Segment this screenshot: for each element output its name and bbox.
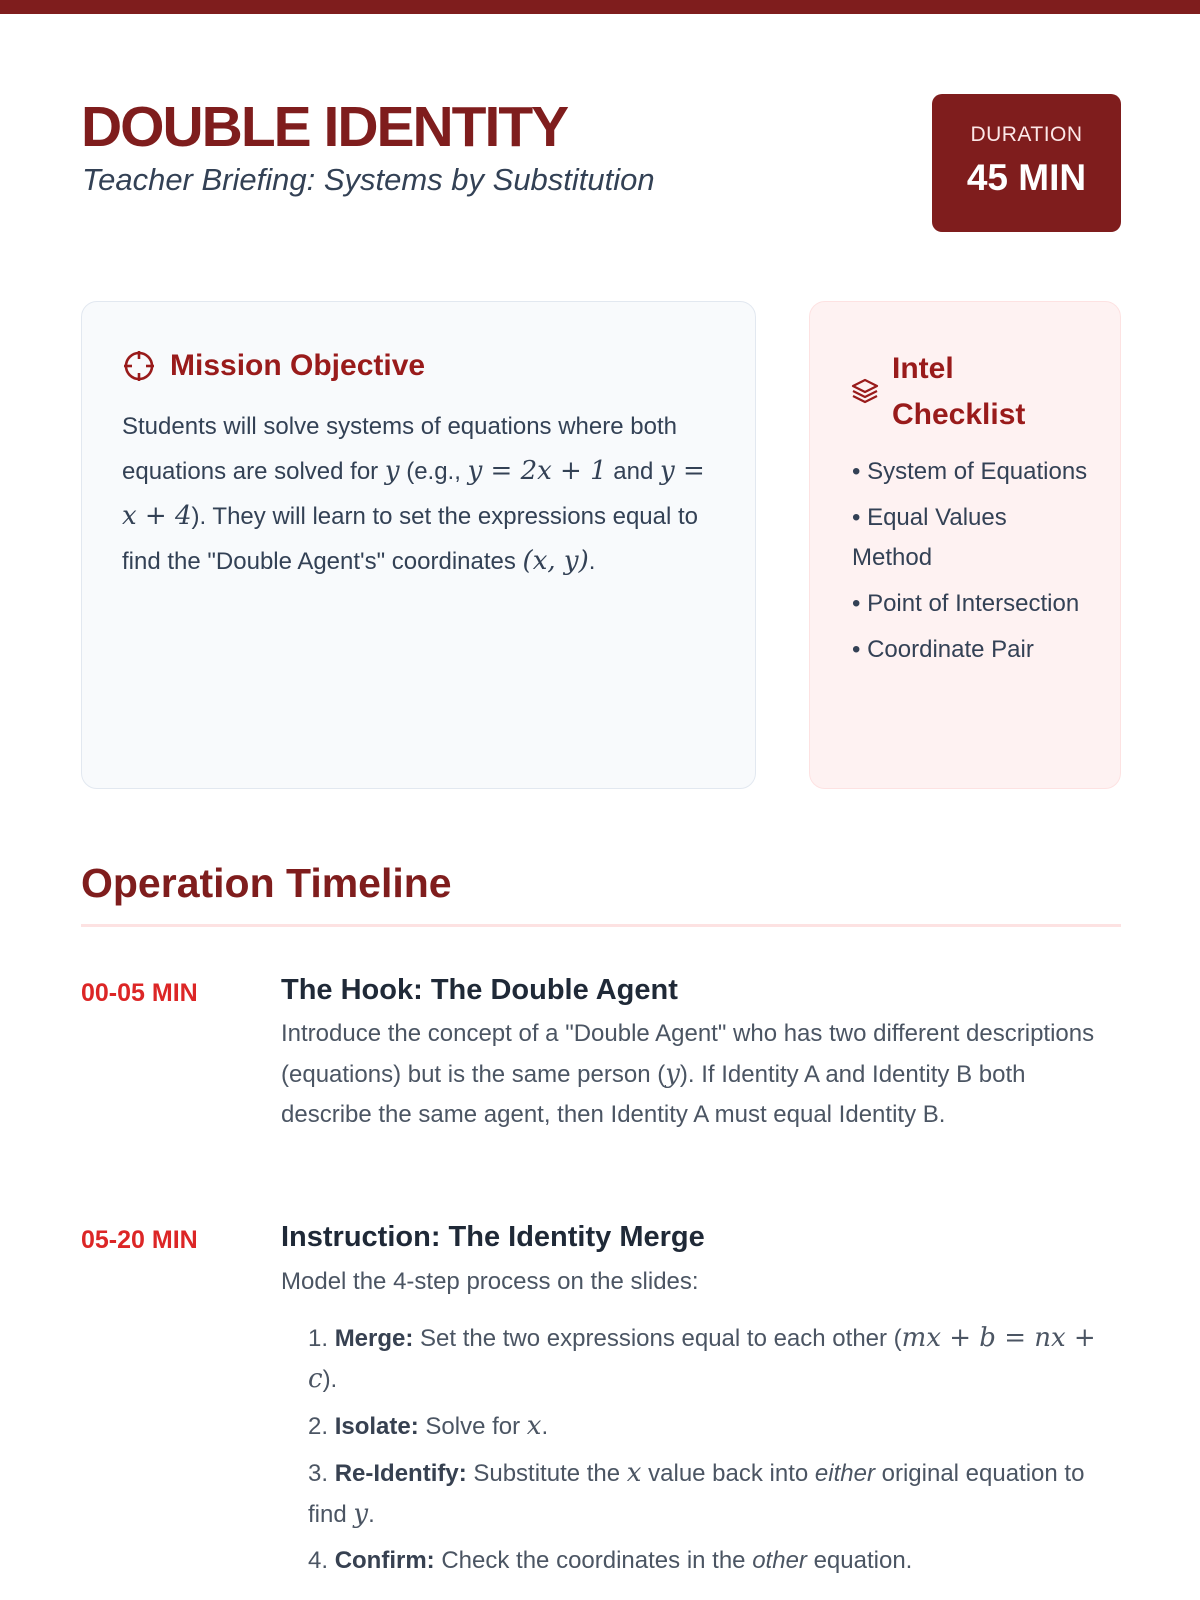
list-item: 4. Confirm: Check the coordinates in the other equation. bbox=[308, 1547, 913, 1574]
list-item: 1. Merge: Set the two expressions equal to each other (mx + b = nx + c). bbox=[308, 1323, 1096, 1394]
page-subtitle: Teacher Briefing: Systems by Substitution bbox=[82, 162, 655, 197]
math-x: x bbox=[526, 1411, 542, 1441]
intel-checklist-header bbox=[850, 346, 1100, 438]
header bbox=[81, 92, 1121, 232]
timeline-heading: The Hook: The Double Agent bbox=[281, 974, 678, 1006]
math-equation-2: y = x + 4 bbox=[122, 456, 705, 531]
timeline-time: 00-05 MIN bbox=[81, 979, 198, 1007]
layers-icon bbox=[850, 376, 880, 406]
math-y: y bbox=[665, 1059, 680, 1089]
timeline-description: Introduce the concept of a "Double Agent" who has two different descriptions (equations) but is the same person (y). If Identity A and Identity B both describe the same agent, then Identity A must equal Identity B. bbox=[281, 1020, 1095, 1128]
duration-value: 45 MIN bbox=[966, 157, 1087, 198]
timeline-heading: Instruction: The Identity Merge bbox=[281, 1221, 705, 1253]
list-item: 2. Isolate: Solve for x. bbox=[308, 1411, 549, 1441]
mission-objective-header bbox=[122, 346, 425, 386]
list-item: 3. Re-Identify: Substitute the x value back into either original equation to find y. bbox=[308, 1458, 1085, 1529]
crosshair-icon bbox=[122, 349, 156, 383]
timeline-time: 05-20 MIN bbox=[81, 1226, 198, 1254]
page-title: DOUBLE IDENTITY bbox=[81, 95, 568, 159]
list-item: • Equal Values Method bbox=[852, 504, 1007, 571]
mission-objective-card bbox=[81, 301, 756, 789]
math-y: y bbox=[353, 1499, 369, 1529]
mission-objective-title: Mission Objective bbox=[170, 349, 426, 382]
duration-badge bbox=[932, 94, 1121, 232]
top-accent-bar bbox=[0, 0, 1200, 14]
math-equation-1: y = 2x + 1 bbox=[467, 456, 607, 486]
timeline-description: Model the 4-step process on the slides: bbox=[281, 1268, 699, 1295]
math-x: x bbox=[626, 1458, 642, 1488]
duration-label: DURATION bbox=[970, 123, 1083, 146]
intel-checklist-title: Intel Checklist bbox=[892, 352, 1026, 431]
math-coordinates: (x, y) bbox=[522, 546, 589, 576]
list-item: • Coordinate Pair bbox=[852, 636, 1034, 663]
list-item: • System of Equations bbox=[852, 458, 1088, 485]
divider bbox=[81, 924, 1121, 927]
timeline-title: Operation Timeline bbox=[81, 860, 452, 906]
list-item: • Point of Intersection bbox=[852, 590, 1080, 617]
math-merge-equation: mx + b = nx + c bbox=[308, 1323, 1096, 1394]
step-list bbox=[308, 1318, 1108, 1587]
math-y: y bbox=[384, 456, 400, 486]
intel-checklist bbox=[852, 452, 1092, 676]
mission-objective-text: Students will solve systems of equations where both equations are solved for y (e.g., y = 2x + 1 and y = x + 4). They will learn to set the expressions equal to find the "Double Agent's" coordinates (x, y). bbox=[122, 413, 705, 576]
intel-checklist-card bbox=[809, 301, 1121, 789]
